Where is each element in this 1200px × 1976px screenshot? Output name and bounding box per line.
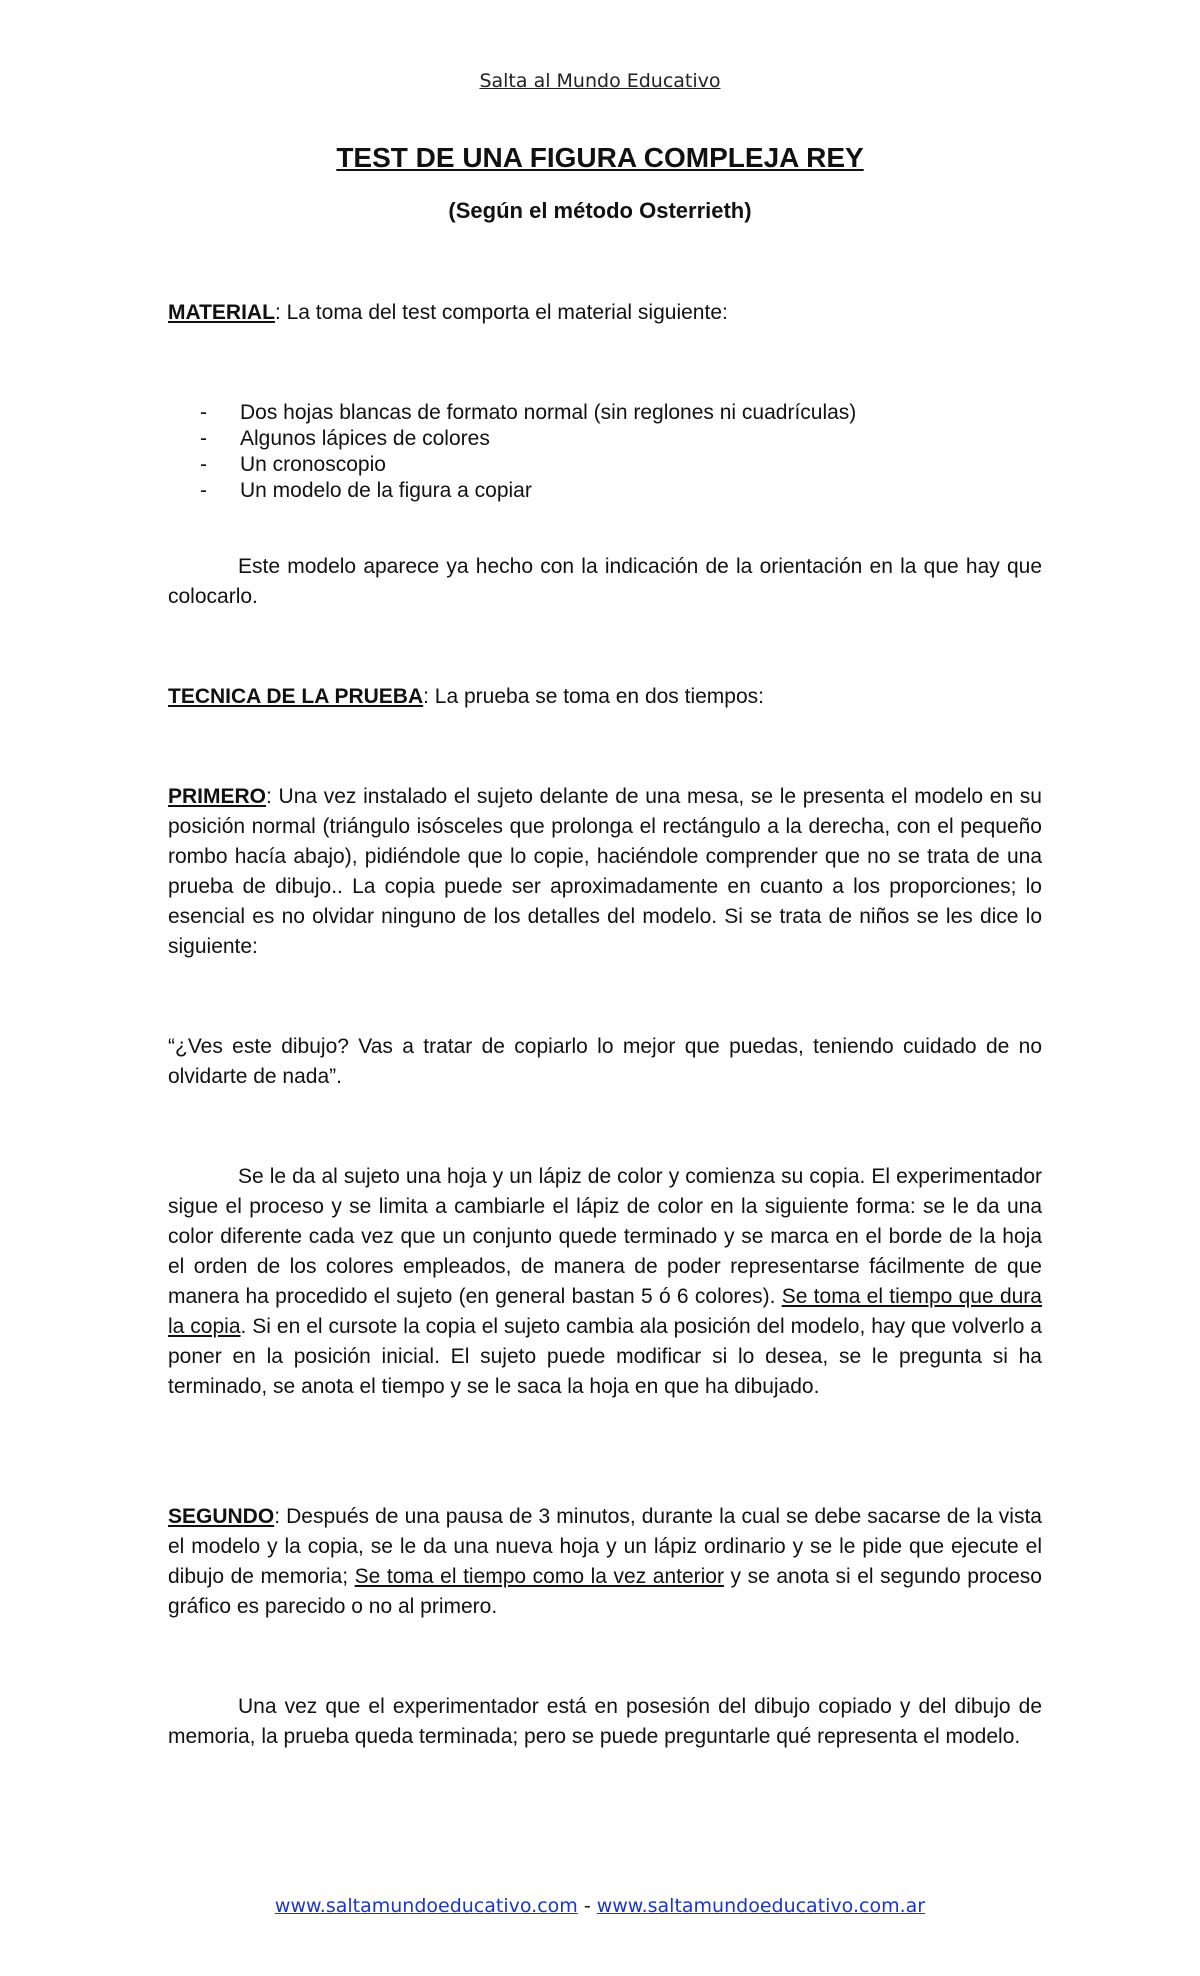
primero-text: : Una vez instalado el sujeto delante de una mesa, se le presenta el modelo en su posición normal (triángulo isósceles que prolonga el rectángulo a la derecha, con el pequeño rombo hacía abajo), pidiéndole que lo copie, haciéndole comprender que no se trata de una prueba de dibujo.. La copia puede ser aproximadamente en cuanto a los proporciones; lo esencial es no olvidar ninguno de los detalles del modelo. Si se trata de niños se les dice lo siguiente:: [168, 785, 1042, 958]
list-item: [168, 426, 1042, 452]
list-item: [168, 452, 1042, 478]
segundo-paragraph: [168, 1502, 1042, 1622]
copia-paragraph: [168, 1162, 1042, 1402]
footer-link-com[interactable]: www.saltamundoeducativo.com: [274, 1895, 578, 1917]
copia-text-2: . Si en el cursote la copia el sujeto cambia ala posición del modelo, hay que volverlo a poner en la posición inicial. El sujeto puede modificar si lo desea, se le pregunta si ha terminado, se anota el tiempo y se le saca la hoja en que ha dibujado.: [168, 1315, 1042, 1398]
segundo-text-1: : Después de una pausa de 3 minutos, durante la cual se debe sacarse de la vista el modelo y la copia, se le da una nueva hoja y un lápiz ordinario y se le pide que ejecute el dibujo de memoria;: [168, 1505, 1042, 1588]
primero-label: PRIMERO: [168, 785, 267, 808]
material-list: [168, 400, 1042, 504]
tecnica-paragraph: [168, 682, 1042, 712]
list-item-text: Un modelo de la figura a copiar: [240, 479, 532, 502]
page-footer: [0, 1895, 1200, 1917]
bullet-dash: -: [200, 479, 207, 502]
quote-paragraph: “¿Ves este dibujo? Vas a tratar de copiarlo lo mejor que puedas, teniendo cuidado de no olvidarte de nada”.: [168, 1035, 1042, 1088]
material-paragraph: [168, 298, 1042, 328]
final-paragraph: Una vez que el experimentador está en posesión del dibujo copiado y del dibujo de memoria, la prueba queda terminada; pero se puede preguntarle qué representa el modelo.: [168, 1695, 1042, 1748]
bullet-dash: -: [200, 427, 207, 450]
segundo-text-2: y se anota si el segundo proceso gráfico es parecido o no al primero.: [168, 1565, 1042, 1618]
tecnica-text: : La prueba se toma en dos tiempos:: [423, 685, 764, 708]
segundo-underlined: Se toma el tiempo como la vez anterior: [354, 1565, 724, 1588]
primero-paragraph: [168, 782, 1042, 962]
copia-underlined: Se toma el tiempo que dura la copia: [168, 1285, 1042, 1338]
list-item: [168, 400, 1042, 426]
page-header: Salta al Mundo Educativo: [479, 70, 721, 92]
list-item-text: Dos hojas blancas de formato normal (sin reglones ni cuadrículas): [240, 401, 857, 424]
bullet-dash: -: [200, 453, 207, 476]
material-text: : La toma del test comporta el material siguiente:: [274, 301, 728, 324]
footer-link-com-ar[interactable]: www.saltamundoeducativo.com.ar: [596, 1895, 926, 1917]
tecnica-label: TECNICA DE LA PRUEBA: [168, 685, 424, 708]
list-item-text: Algunos lápices de colores: [240, 427, 490, 450]
document-subtitle: (Según el método Osterrieth): [448, 198, 752, 223]
copia-text-1: Se le da al sujeto una hoja y un lápiz de color y comienza su copia. El experimentador sigue el proceso y se limita a cambiarle el lápiz de color en la siguiente forma: se le da una color diferente cada vez que un conjunto quede terminado y se marca en el borde de la hoja el orden de los colores empleados, de manera de poder representarse fácilmente de que manera ha procedido el sujeto (en general bastan 5 ó 6 colores).: [168, 1165, 1042, 1308]
list-item: [168, 478, 1042, 504]
material-list-container: [168, 400, 1042, 504]
bullet-dash: -: [200, 401, 207, 424]
list-item-text: Un cronoscopio: [240, 453, 386, 476]
segundo-label: SEGUNDO: [168, 1505, 275, 1528]
modelo-paragraph: Este modelo aparece ya hecho con la indicación de la orientación en la que hay que colocarlo.: [168, 555, 1042, 608]
document-title: TEST DE UNA FIGURA COMPLEJA REY: [336, 142, 864, 173]
footer-separator: -: [577, 1895, 597, 1917]
material-label: MATERIAL: [168, 301, 275, 324]
